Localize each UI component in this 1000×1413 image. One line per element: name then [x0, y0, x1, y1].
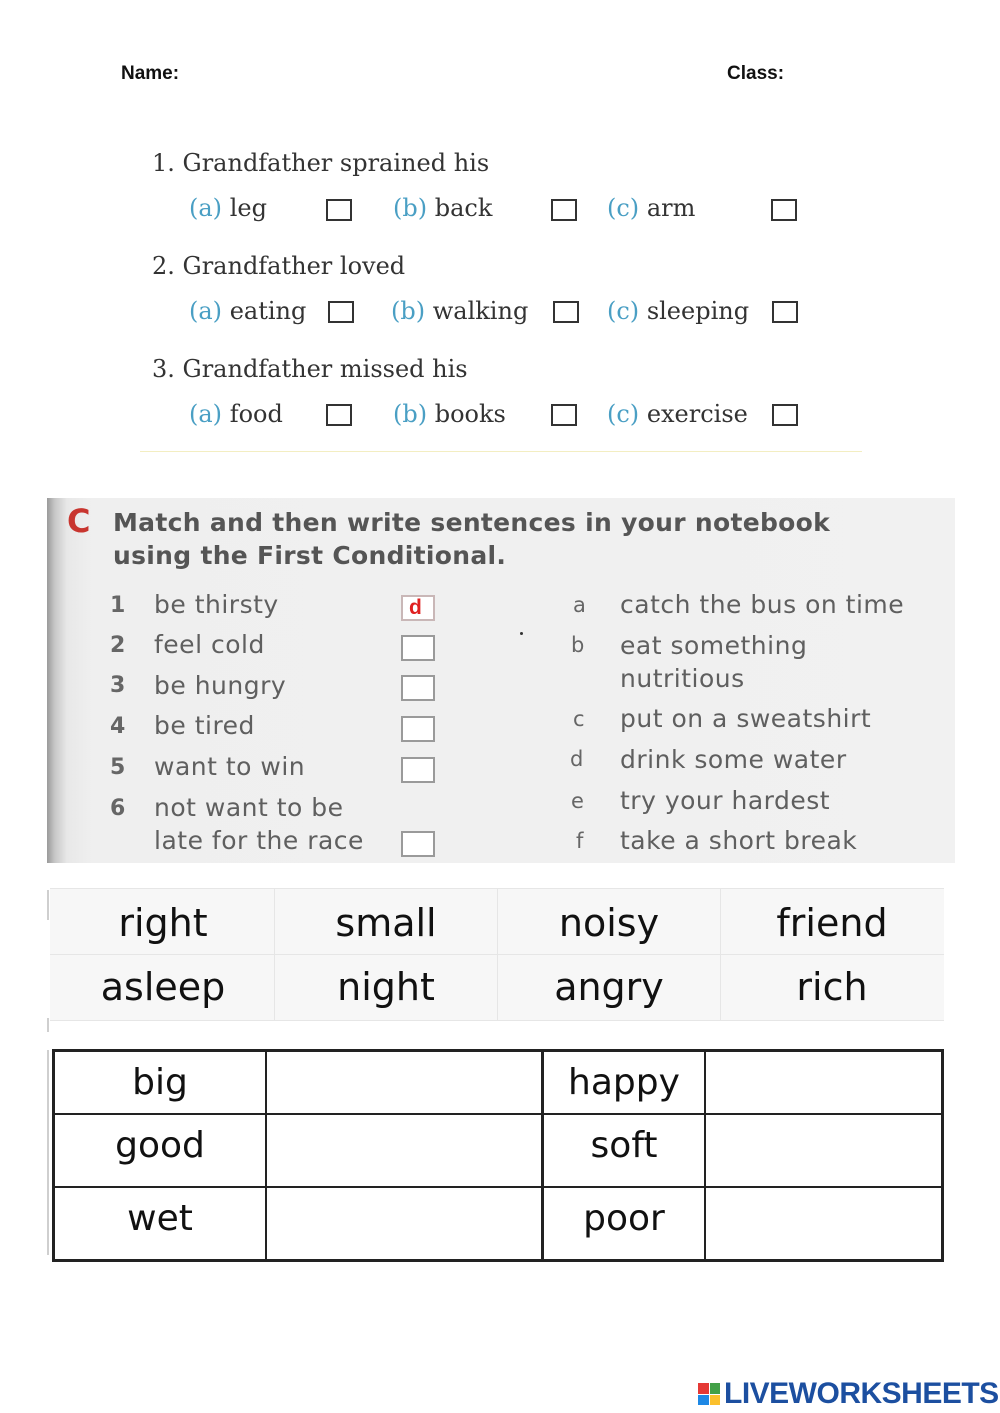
opposites-table	[52, 1049, 944, 1262]
q1-option-c-checkbox[interactable]	[771, 199, 797, 221]
q3-option-a: (a) food	[189, 400, 283, 428]
left-item-text: be tired	[154, 711, 255, 740]
right-item-letter: d	[570, 747, 584, 771]
match-answer-2[interactable]	[401, 635, 435, 661]
match-answer-1[interactable]: d	[401, 595, 435, 621]
logo-icon	[698, 1383, 720, 1405]
opposite-word: good	[115, 1125, 205, 1166]
left-item-number: 3	[110, 673, 126, 698]
match-answer-3[interactable]	[401, 675, 435, 701]
q3-option-c-checkbox[interactable]	[772, 404, 798, 426]
word-bank-word: angry	[554, 965, 664, 1009]
opposite-word: big	[132, 1062, 188, 1103]
question-3: 3. Grandfather missed his	[152, 355, 468, 383]
question-1: 1. Grandfather sprained his	[152, 149, 490, 177]
q2-option-a-checkbox[interactable]	[328, 301, 354, 323]
class-label: Class:	[727, 63, 785, 84]
section-divider	[140, 451, 862, 452]
answer-input-good[interactable]	[268, 1116, 540, 1185]
edge-mark	[47, 890, 49, 920]
opposite-word: happy	[568, 1062, 680, 1103]
left-item-text: want to win	[154, 752, 306, 781]
word-bank-word: rich	[796, 965, 868, 1009]
left-item-number: 4	[110, 714, 126, 739]
table-line	[55, 1186, 941, 1188]
opposite-word: wet	[127, 1198, 193, 1239]
word-bank-word: small	[335, 901, 437, 945]
q2-option-b: (b) walking	[391, 297, 529, 325]
right-item-letter: f	[576, 829, 584, 853]
q2-option-c: (c) sleeping	[607, 297, 750, 325]
q2-option-b-checkbox[interactable]	[553, 301, 579, 323]
answer-input-soft[interactable]	[707, 1116, 941, 1185]
word-bank-word: friend	[776, 901, 888, 945]
q3-option-b-checkbox[interactable]	[551, 404, 577, 426]
section-c-instruction-line2: using the First Conditional.	[113, 541, 507, 570]
table-line	[704, 1052, 706, 1259]
q2-option-c-checkbox[interactable]	[772, 301, 798, 323]
q3-option-c: (c) exercise	[607, 400, 748, 428]
right-item-text: put on a sweatshirt	[620, 704, 872, 733]
section-c-matching	[47, 498, 955, 863]
answer-input-poor[interactable]	[707, 1189, 941, 1259]
q1-option-c: (c) arm	[607, 194, 696, 222]
table-line	[265, 1052, 267, 1259]
word-bank-word: right	[118, 901, 208, 945]
left-item-text: not want to be	[154, 793, 344, 822]
right-item-text: eat something	[620, 631, 808, 660]
opposite-word: poor	[583, 1198, 665, 1239]
edge-mark	[47, 1018, 49, 1032]
right-item-letter: a	[573, 593, 586, 617]
answer-input-big[interactable]	[268, 1052, 540, 1112]
q3-option-b: (b) books	[393, 400, 506, 428]
q1-option-b: (b) back	[393, 194, 493, 222]
left-item-number: 2	[110, 633, 126, 658]
right-item-letter: c	[573, 707, 585, 731]
right-item-text-cont: nutritious	[620, 664, 745, 693]
left-item-text: feel cold	[154, 630, 265, 659]
section-c-letter: C	[67, 502, 91, 540]
section-c-instruction-line1: Match and then write sentences in your notebook	[113, 508, 831, 537]
left-item-number: 1	[110, 593, 126, 618]
match-answer-5[interactable]	[401, 757, 435, 783]
left-item-text: be thirsty	[154, 590, 279, 619]
liveworksheets-logo	[698, 1377, 999, 1411]
right-item-text: try your hardest	[620, 786, 831, 815]
stray-dot	[520, 632, 523, 635]
right-item-letter: b	[571, 633, 585, 657]
match-answer-6[interactable]	[401, 831, 435, 857]
right-item-text: take a short break	[620, 826, 858, 855]
word-bank-word: night	[337, 965, 435, 1009]
left-item-text: be hungry	[154, 671, 287, 700]
q3-option-a-checkbox[interactable]	[326, 404, 352, 426]
q2-option-a: (a) eating	[189, 297, 307, 325]
edge-mark	[47, 1050, 49, 1255]
table-line	[55, 1113, 941, 1115]
left-item-text-cont: late for the race	[154, 826, 364, 855]
q1-option-b-checkbox[interactable]	[551, 199, 577, 221]
q1-option-a: (a) leg	[189, 194, 267, 222]
match-answer-4[interactable]	[401, 716, 435, 742]
left-item-number: 6	[110, 796, 126, 821]
answer-input-happy[interactable]	[707, 1052, 941, 1112]
right-item-letter: e	[571, 789, 584, 813]
answer-input-wet[interactable]	[268, 1189, 540, 1259]
name-label: Name:	[121, 63, 180, 84]
word-bank-word: noisy	[558, 901, 660, 945]
left-item-number: 5	[110, 755, 126, 780]
word-bank	[50, 888, 944, 1021]
word-bank-word: asleep	[100, 965, 226, 1009]
right-item-text: catch the bus on time	[620, 590, 905, 619]
q1-option-a-checkbox[interactable]	[326, 199, 352, 221]
question-2: 2. Grandfather loved	[152, 252, 406, 280]
opposite-word: soft	[590, 1125, 658, 1166]
logo-text: LIVEWORKSHEETS	[724, 1377, 999, 1410]
right-item-text: drink some water	[620, 745, 847, 774]
